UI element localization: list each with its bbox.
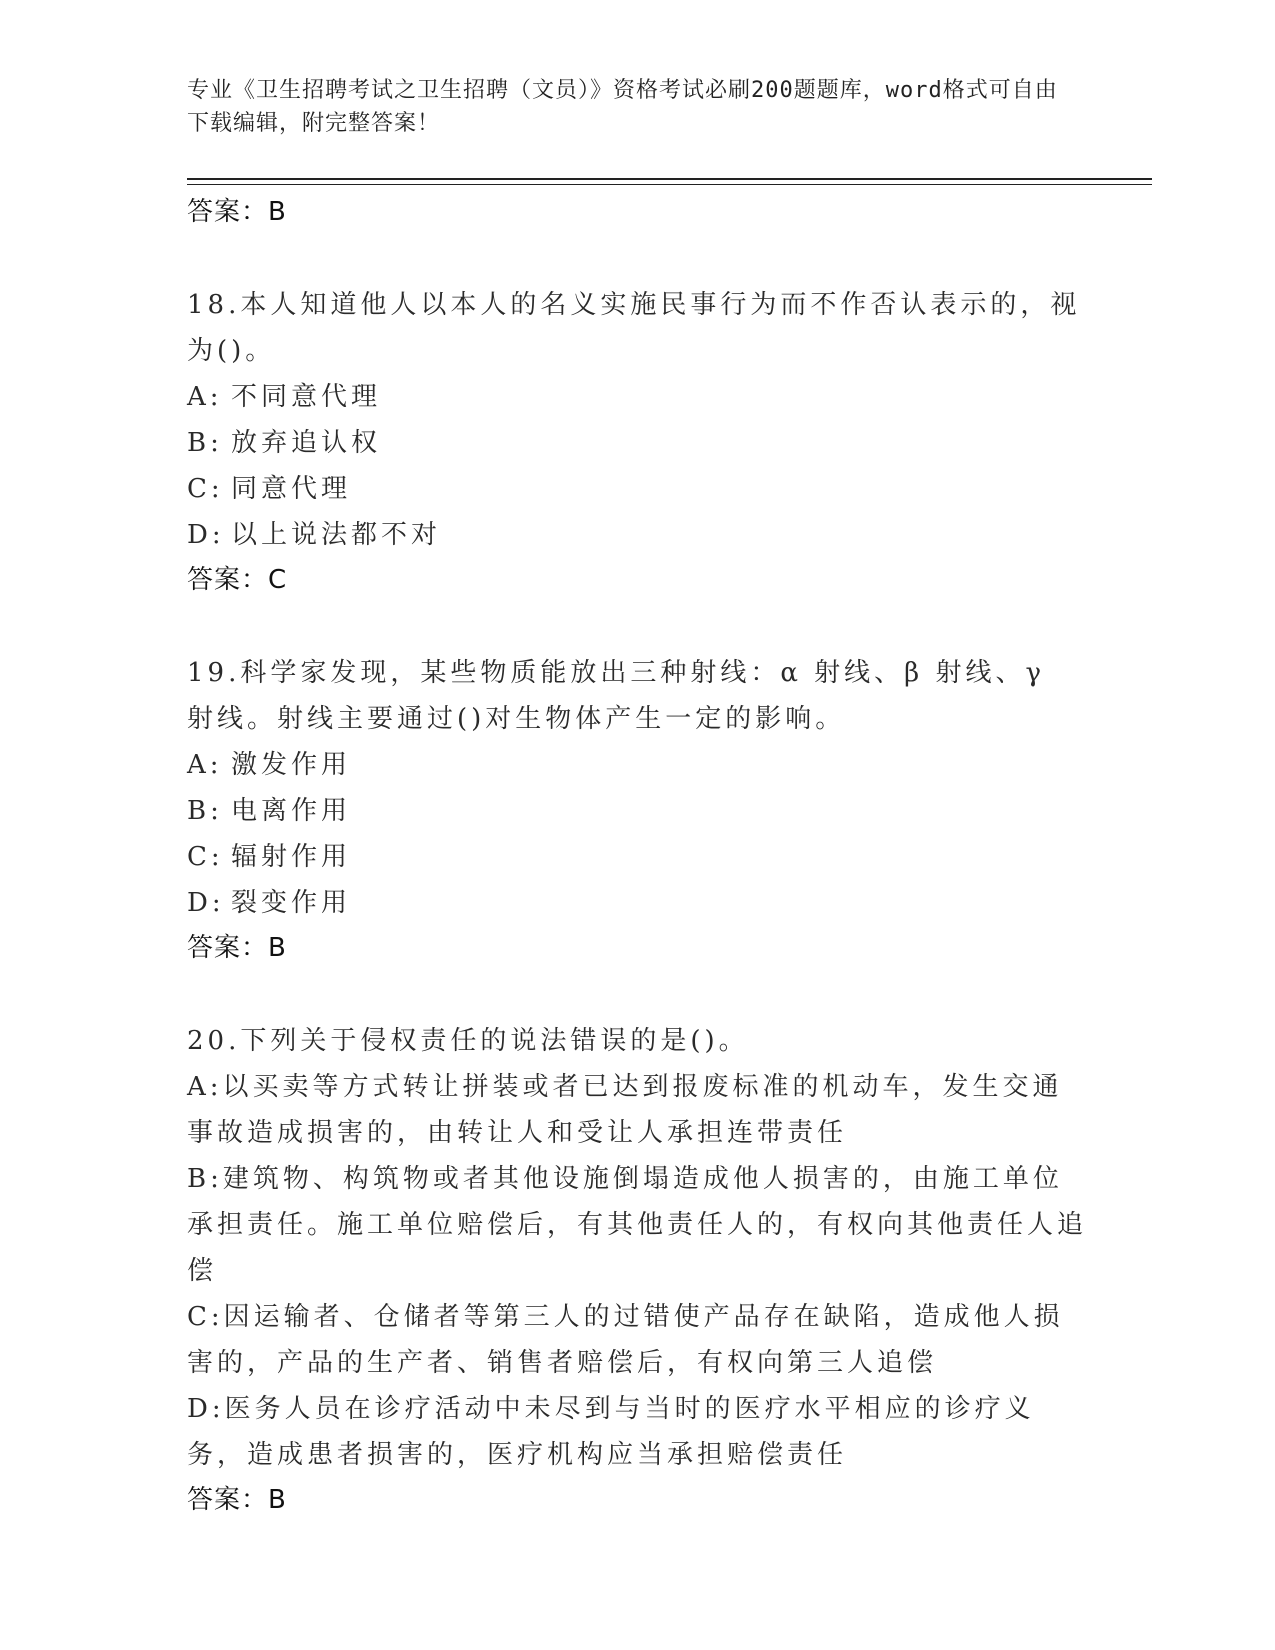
question-item xyxy=(187,1018,1087,1522)
option-b xyxy=(187,1156,1087,1294)
header-title: 专业《卫生招聘考试之卫生招聘（文员）》资格考试必刷200题题库，word格式可自由下载编辑，附完整答案！ xyxy=(187,78,1058,136)
option-a xyxy=(187,374,1087,420)
option-text: 激发作用 xyxy=(231,750,352,780)
option-d xyxy=(187,880,1087,926)
question-text: 18.本人知道他人以本人的名义实施民事行为而不作否认表示的，视为()。 xyxy=(187,290,1081,366)
option-letter: A: xyxy=(187,750,223,780)
answer-text: 答案：C xyxy=(187,565,288,595)
question-text: 19.科学家发现，某些物质能放出三种射线：α 射线、β 射线、γ 射线。射线主要通过()对生物体产生一定的影响。 xyxy=(187,658,1046,734)
option-d xyxy=(187,1386,1087,1478)
option-letter: A: xyxy=(187,1072,223,1102)
option-letter: D: xyxy=(187,1394,225,1424)
answer-text: 答案：B xyxy=(187,933,287,963)
answer-text: 答案：B xyxy=(187,197,287,227)
option-text: 以上说法都不对 xyxy=(231,520,442,550)
option-c xyxy=(187,1294,1087,1386)
document-header xyxy=(187,74,1067,140)
option-letter: B: xyxy=(187,1164,223,1194)
option-text: 同意代理 xyxy=(231,474,352,504)
option-a xyxy=(187,742,1087,788)
option-text: 建筑物、构筑物或者其他设施倒塌造成他人损害的，由施工单位承担责任。施工单位赔偿后，有其他责任人的，有权向其他责任人追偿 xyxy=(187,1164,1088,1286)
question-text: 20.下列关于侵权责任的说法错误的是()。 xyxy=(187,1026,749,1056)
option-letter: D: xyxy=(187,520,225,550)
option-letter: B: xyxy=(187,796,223,826)
question-item xyxy=(187,282,1087,602)
header-rule-thin xyxy=(187,184,1152,185)
option-text: 放弃追认权 xyxy=(231,428,382,458)
option-letter: C: xyxy=(187,1302,224,1332)
option-a xyxy=(187,1064,1087,1156)
option-letter: D: xyxy=(187,888,225,918)
option-letter: C: xyxy=(187,842,224,872)
header-rule-thick xyxy=(187,178,1152,180)
option-text: 电离作用 xyxy=(231,796,352,826)
option-b xyxy=(187,788,1087,834)
option-letter: A: xyxy=(187,382,223,412)
option-b xyxy=(187,420,1087,466)
option-c xyxy=(187,834,1087,880)
answer-text: 答案：B xyxy=(187,1485,287,1515)
question-item xyxy=(187,650,1087,970)
option-text: 辐射作用 xyxy=(231,842,352,872)
document-body xyxy=(187,190,1087,1522)
option-text: 以买卖等方式转让拼装或者已达到报废标准的机动车，发生交通事故造成损害的，由转让人和受让人承担连带责任 xyxy=(187,1072,1063,1148)
option-letter: B: xyxy=(187,428,223,458)
option-letter: C: xyxy=(187,474,224,504)
option-text: 因运输者、仓储者等第三人的过错使产品存在缺陷，造成他人损害的，产品的生产者、销售者赔偿后，有权向第三人追偿 xyxy=(187,1302,1064,1378)
option-d xyxy=(187,512,1087,558)
option-text: 医务人员在诊疗活动中未尽到与当时的医疗水平相应的诊疗义务，造成患者损害的，医疗机构应当承担赔偿责任 xyxy=(187,1394,1035,1470)
option-c xyxy=(187,466,1087,512)
option-text: 不同意代理 xyxy=(231,382,382,412)
option-text: 裂变作用 xyxy=(231,888,352,918)
